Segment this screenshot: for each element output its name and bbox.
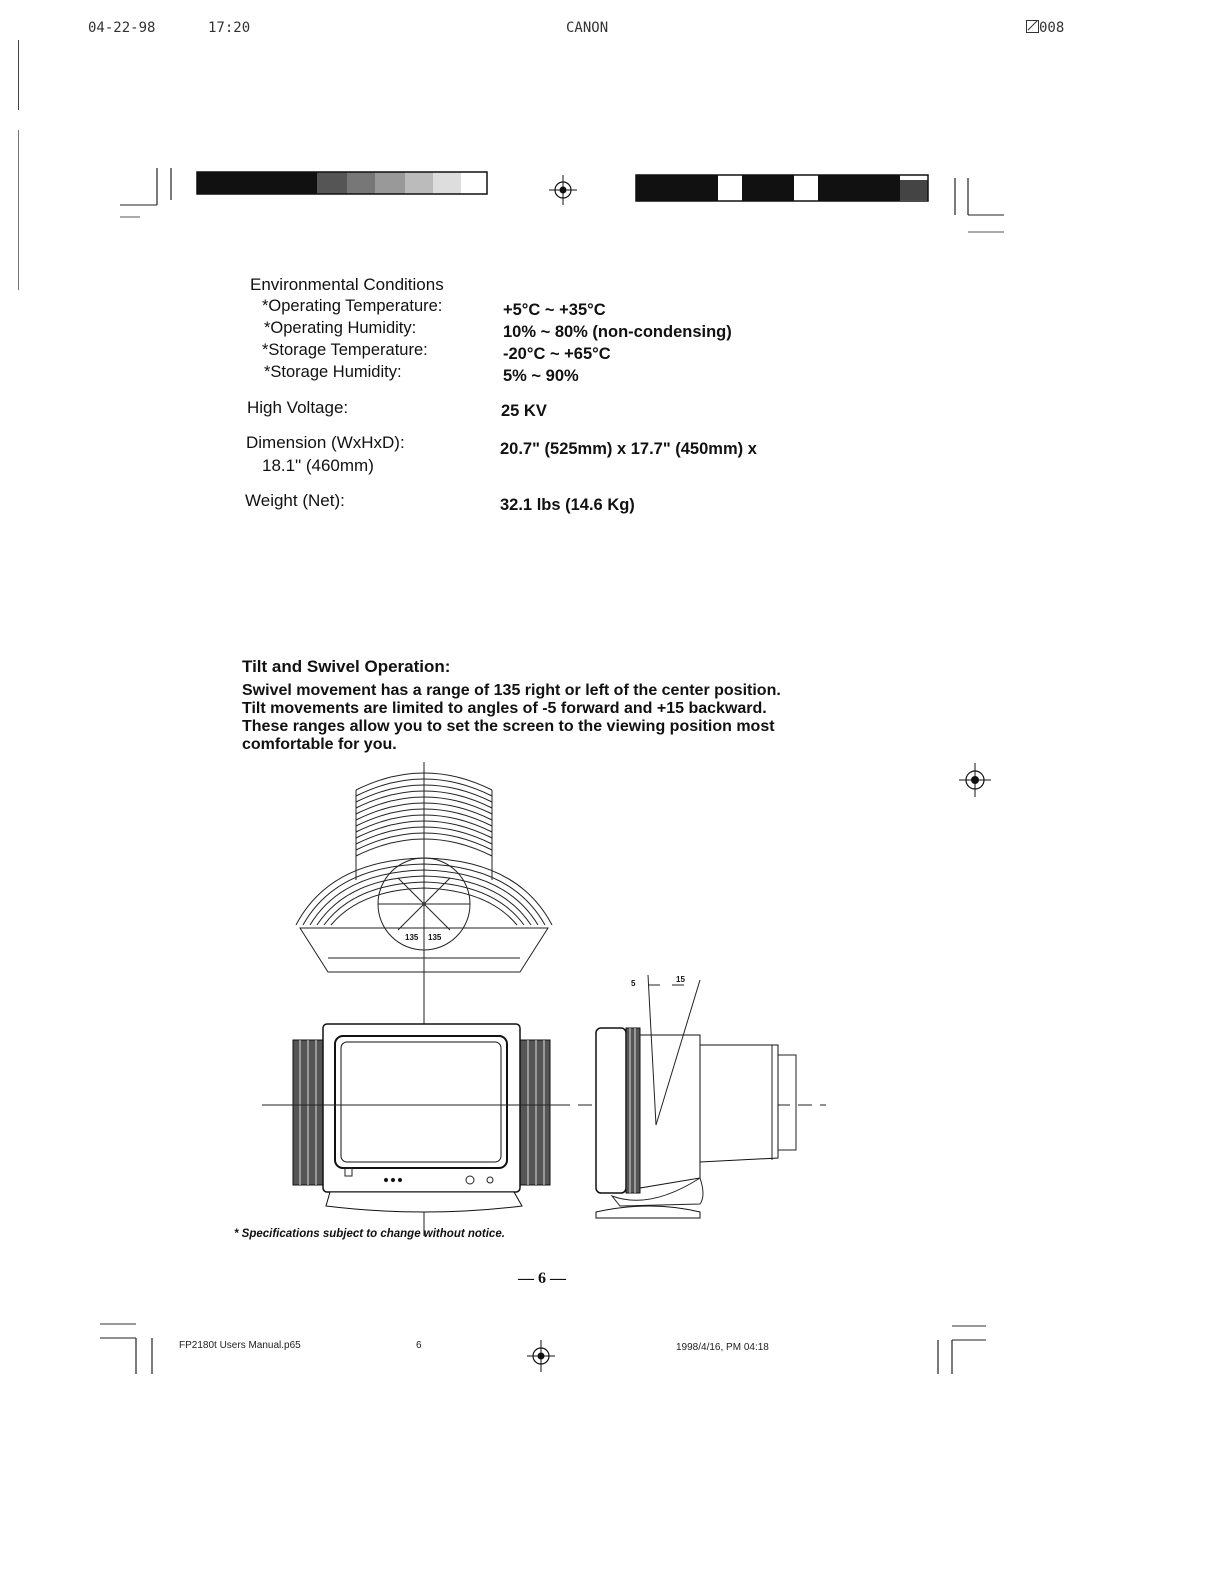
high-voltage-value: 25 KV: [501, 402, 547, 420]
page-number: — 6 —: [518, 1270, 566, 1287]
env-value-op-temp: +5°C ~ +35°C: [503, 301, 606, 319]
paragraph-line: comfortable for you.: [242, 736, 397, 753]
swivel-label-left: 135: [405, 933, 419, 942]
print-registration-marks: [0, 0, 1224, 260]
footer-page: 6: [416, 1340, 422, 1351]
tilt-label-right: 15: [676, 975, 685, 984]
paragraph-line: Tilt movements are limited to angles of -5 forward and +15 backward.: [242, 700, 767, 717]
env-label-op-humidity: *Operating Humidity:: [264, 319, 417, 337]
monitor-tilt-swivel-diagram: [0, 750, 1224, 1250]
footnote: * Specifications subject to change without notice.: [234, 1228, 505, 1240]
footer-filename: FP2180t Users Manual.p65: [179, 1340, 301, 1351]
high-voltage-label: High Voltage:: [247, 398, 349, 417]
fax-time: 17:20: [208, 20, 251, 36]
env-label-storage-temp: *Storage Temperature:: [262, 341, 428, 359]
dimension-value-continued: 18.1" (460mm): [262, 456, 374, 475]
env-value-storage-humidity: 5% ~ 90%: [503, 367, 579, 385]
fax-page: 008: [1026, 20, 1064, 36]
env-label-storage-humidity: *Storage Humidity:: [264, 363, 402, 381]
fax-date: 04-22-98: [88, 20, 156, 36]
env-conditions-title: Environmental Conditions: [250, 275, 444, 294]
front-view: [293, 1024, 550, 1212]
dimension-label: Dimension (WxHxD):: [246, 433, 405, 452]
tilt-swivel-heading: Tilt and Swivel Operation:: [242, 657, 451, 676]
env-value-storage-temp: -20°C ~ +65°C: [503, 345, 611, 363]
swivel-label-right: 135: [428, 933, 442, 942]
tilt-swivel-paragraph: [242, 682, 864, 754]
paragraph-line: Swivel movement has a range of 135 right or left of the center position.: [242, 682, 781, 699]
tilt-label-left: 5: [631, 979, 636, 988]
dimension-value: 20.7" (525mm) x 17.7" (450mm) x: [500, 440, 757, 458]
side-view: [596, 975, 796, 1218]
footer-timestamp: 1998/4/16, PM 04:18: [676, 1342, 769, 1353]
paragraph-line: These ranges allow you to set the screen to the viewing position most: [242, 718, 775, 735]
fax-sender: CANON: [566, 20, 609, 36]
env-value-op-humidity: 10% ~ 80% (non-condensing): [503, 323, 732, 341]
weight-label: Weight (Net):: [245, 491, 345, 510]
env-label-op-temp: *Operating Temperature:: [262, 297, 443, 315]
weight-value: 32.1 lbs (14.6 Kg): [500, 496, 635, 514]
